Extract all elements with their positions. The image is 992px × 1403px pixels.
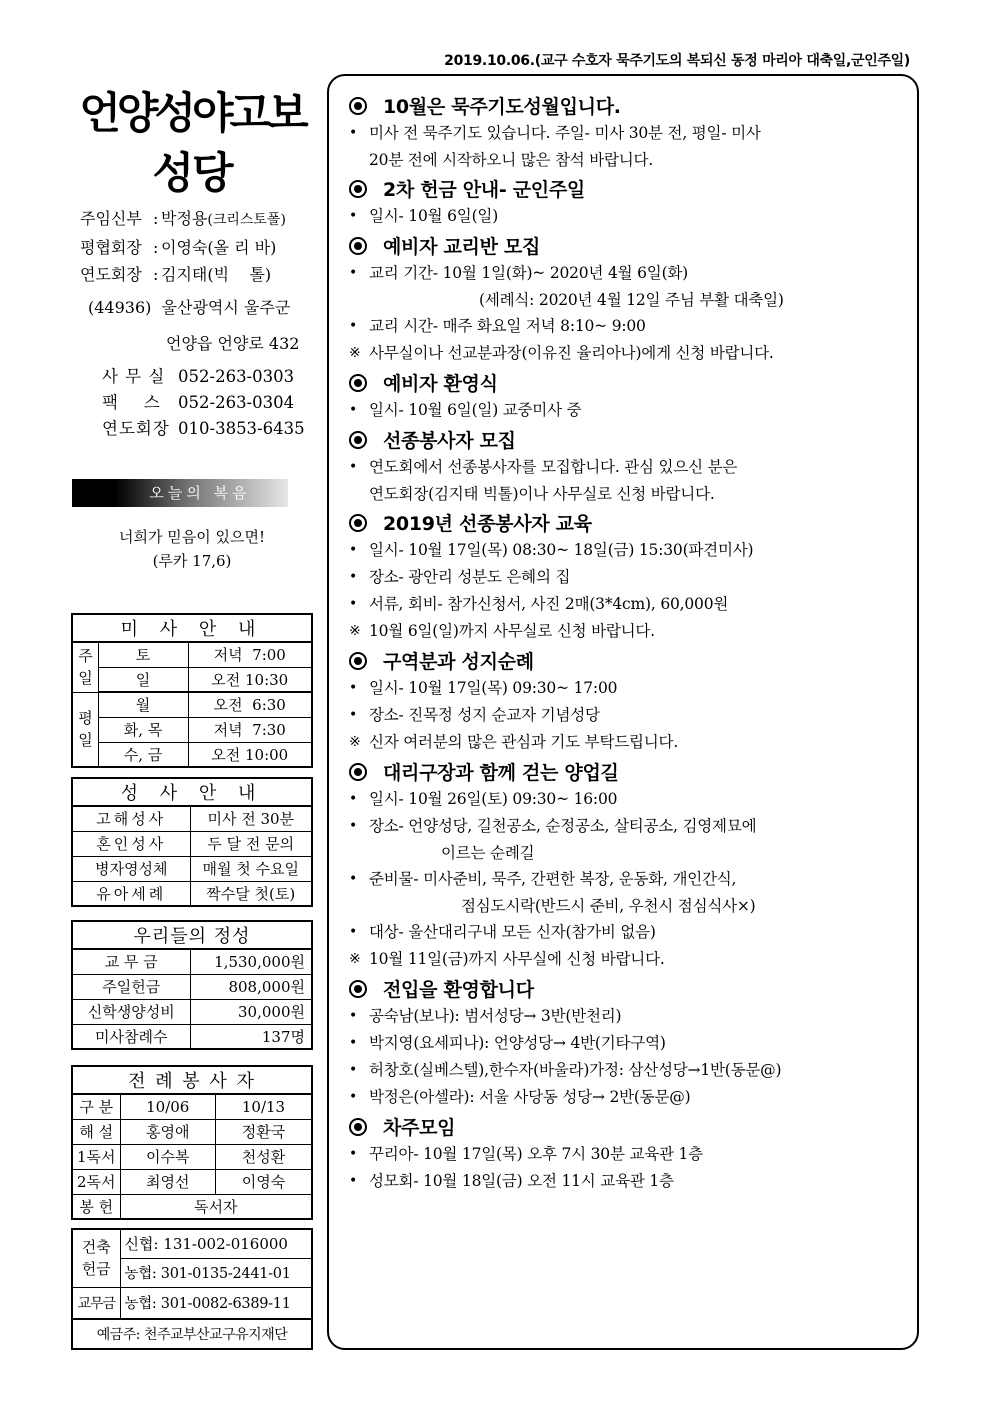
sunday-label: 주일 bbox=[72, 642, 98, 692]
parish-title-sub: 성당 bbox=[152, 149, 232, 199]
date-header: 2019.10.06.(교구 수호자 묵주기도의 복되신 동정 마리아 대축일,군인주일) bbox=[444, 53, 910, 69]
notice-item-text: 준비물- 미사준비, 묵주, 간편한 복장, 운동화, 개인간식, bbox=[369, 870, 737, 888]
notice-item-text: 성모회- 10월 18일(금) 오전 11시 교육관 1층 bbox=[369, 1172, 674, 1190]
mass-day: 월 bbox=[98, 692, 188, 717]
staff-name: 박정용(크리스토폴) bbox=[161, 209, 286, 228]
notice-item-text: 교리 기간- 10월 1일(화)~ 2020년 4월 6일(화) bbox=[369, 264, 689, 282]
offering-value: 1,530,000원 bbox=[190, 949, 312, 974]
notice-title: 2차 헌금 안내- 군인주일 bbox=[349, 174, 907, 203]
bullet-icon: • bbox=[349, 318, 358, 334]
contact-row: 연도회장 010-3853-6435 bbox=[102, 416, 305, 442]
circle-bullet-icon bbox=[349, 1118, 367, 1136]
notice-item-text: 꾸리아- 10월 17일(목) 오후 7시 30분 교육관 1층 bbox=[369, 1145, 703, 1163]
circle-bullet-icon bbox=[349, 980, 367, 998]
staff-row: 평협회장 : 이영숙(올 리 바) bbox=[80, 234, 286, 261]
sacrament-info: 두 달 전 문의 bbox=[190, 831, 312, 856]
bullet-icon: • bbox=[349, 791, 358, 807]
notice-item bbox=[349, 537, 907, 564]
circle-bullet-icon bbox=[349, 763, 367, 781]
reference-mark-icon: ※ bbox=[349, 345, 361, 361]
notice-item-text: 대상- 울산대리구내 모든 신자(참가비 없음) bbox=[369, 923, 656, 941]
notice-item-text: 일시- 10월 6일(일) 교중미사 중 bbox=[369, 401, 582, 419]
server-name: 최영선 bbox=[120, 1169, 215, 1194]
contact-row: 팩 스 052-263-0304 bbox=[102, 390, 305, 416]
notice-item-text: 사무실이나 선교분과장(이유진 율리아나)에게 신청 바랍니다. bbox=[369, 344, 774, 362]
sacrament-info: 매월 첫 수요일 bbox=[190, 856, 312, 881]
server-name: 홍영애 bbox=[120, 1119, 215, 1144]
mass-time: 오전 6:30 bbox=[188, 692, 312, 717]
bullet-icon: • bbox=[349, 208, 358, 224]
phone-number: 052-263-0303 bbox=[178, 367, 295, 386]
notice-item-text: 장소- 언양성당, 길천공소, 순정공소, 살티공소, 김영제묘에 bbox=[369, 817, 757, 835]
bullet-icon: • bbox=[349, 542, 358, 558]
notice-title: 예비자 교리반 모집 bbox=[349, 231, 907, 260]
table-title: 성 사 안 내 bbox=[72, 778, 312, 806]
building-fund-label: 건축헌금 bbox=[72, 1229, 120, 1287]
notice-item-text: 공숙남(보나): 범서성당→ 3반(반천리) bbox=[369, 1007, 622, 1025]
address-line-1: (44936) 울산광역시 울주군 bbox=[88, 298, 291, 317]
sacrament-name: 유아세례 bbox=[72, 881, 190, 906]
notice-item bbox=[349, 564, 907, 591]
mass-day: 토 bbox=[98, 642, 188, 667]
fax-number: 052-263-0304 bbox=[178, 393, 295, 412]
sacraments-table bbox=[71, 777, 313, 907]
offering-name: 미사참례수 bbox=[72, 1024, 190, 1049]
notice-item bbox=[349, 591, 907, 618]
staff-role: 평협회장 bbox=[80, 238, 142, 257]
mass-time: 저녁 7:00 bbox=[188, 642, 312, 667]
accounts-table bbox=[71, 1228, 313, 1350]
notice-item bbox=[349, 919, 907, 946]
gospel-quote: 너희가 믿음이 있으면! (루카 17,6) bbox=[119, 528, 265, 570]
table-title: 우리들의 정성 bbox=[72, 921, 312, 949]
servers-header-cell: 10/13 bbox=[215, 1094, 312, 1119]
account-number: 신협: 131-002-016000 bbox=[120, 1229, 312, 1258]
offering-name: 주일헌금 bbox=[72, 974, 190, 999]
servers-header-cell: 10/06 bbox=[120, 1094, 215, 1119]
notice-item bbox=[349, 260, 907, 287]
notice-item-text: 일시- 10월 6일(일) bbox=[369, 207, 499, 225]
notice-item-text: 일시- 10월 17일(목) 08:30~ 18일(금) 15:30(파견미사) bbox=[369, 541, 754, 559]
mass-day: 수, 금 bbox=[98, 742, 188, 767]
notice-title: 전입을 환영합니다 bbox=[349, 974, 907, 1003]
bullet-icon: • bbox=[349, 569, 358, 585]
bullet-icon: • bbox=[349, 125, 358, 141]
notice-item bbox=[349, 120, 907, 147]
gospel-label-bar: 오늘의 복음 bbox=[72, 479, 288, 507]
bullet-icon: • bbox=[349, 680, 358, 696]
notice-item-text: 교리 시간- 매주 화요일 저녁 8:10~ 9:00 bbox=[369, 317, 646, 335]
notice-item bbox=[349, 702, 907, 729]
table-title: 미 사 안 내 bbox=[72, 614, 312, 642]
server-name: 이수복 bbox=[120, 1144, 215, 1169]
bullet-icon: • bbox=[349, 265, 358, 281]
notice-item-continuation: 이르는 순례길 bbox=[441, 844, 535, 862]
reference-mark-icon: ※ bbox=[349, 734, 361, 750]
notice-item-text: 연도회에서 선종봉사자를 모집합니다. 관심 있으신 분은 bbox=[369, 458, 738, 476]
notice-item bbox=[349, 313, 907, 340]
server-role: 해 설 bbox=[72, 1119, 120, 1144]
circle-bullet-icon bbox=[349, 374, 367, 392]
bullet-icon: • bbox=[349, 1062, 358, 1078]
bullet-icon: • bbox=[349, 818, 358, 834]
offering-value: 137명 bbox=[190, 1024, 312, 1049]
circle-bullet-icon bbox=[349, 97, 367, 115]
notice-item bbox=[349, 203, 907, 230]
server-name: 독서자 bbox=[120, 1194, 312, 1219]
bullet-icon: • bbox=[349, 1146, 358, 1162]
notice-item-text: 10월 11일(금)까지 사무실에 신청 바랍니다. bbox=[369, 950, 665, 968]
bullet-icon: • bbox=[349, 1035, 358, 1051]
account-number: 농협: 301-0082-6389-11 bbox=[120, 1287, 312, 1319]
notice-item bbox=[349, 1003, 907, 1030]
table-title: 전 례 봉 사 자 bbox=[72, 1066, 312, 1094]
staff-list bbox=[80, 205, 286, 288]
notice-item bbox=[349, 675, 907, 702]
bullet-icon: • bbox=[349, 1008, 358, 1024]
notice-item bbox=[349, 1057, 907, 1084]
notice-item bbox=[349, 729, 907, 756]
bullet-icon: • bbox=[349, 707, 358, 723]
staff-row: 연도회장 : 김지태(빅 톨) bbox=[80, 261, 286, 288]
bullet-icon: • bbox=[349, 924, 358, 940]
notice-title: 10월은 묵주기도성월입니다. bbox=[349, 91, 907, 120]
contact-row: 사 무 실 052-263-0303 bbox=[102, 364, 305, 390]
server-role: 1독서 bbox=[72, 1144, 120, 1169]
notice-item bbox=[349, 866, 907, 893]
notice-item-continuation: 20분 전에 시작하오니 많은 참석 바랍니다. bbox=[369, 151, 654, 169]
staff-role: 주임신부 bbox=[80, 209, 142, 228]
notice-title: 대리구장과 함께 걷는 양업길 bbox=[349, 757, 907, 786]
notice-item-text: 일시- 10월 26일(토) 09:30~ 16:00 bbox=[369, 790, 618, 808]
notice-item bbox=[349, 813, 907, 840]
notices-box bbox=[327, 74, 919, 1350]
notice-item bbox=[349, 618, 907, 645]
notice-item-text: 미사 전 묵주기도 있습니다. 주일- 미사 30분 전, 평일- 미사 bbox=[369, 124, 761, 142]
notice-title: 2019년 선종봉사자 교육 bbox=[349, 508, 907, 537]
bullet-icon: • bbox=[349, 402, 358, 418]
bullet-icon: • bbox=[349, 871, 358, 887]
notice-item-text: 장소- 진목정 성지 순교자 기념성당 bbox=[369, 706, 600, 724]
notice-title: 선종봉사자 모집 bbox=[349, 425, 907, 454]
bullet-icon: • bbox=[349, 1089, 358, 1105]
notice-item bbox=[349, 946, 907, 973]
sacrament-info: 짝수달 첫(토) bbox=[190, 881, 312, 906]
notice-item-text: 서류, 회비- 참가신청서, 사진 2매(3*4cm), 60,000원 bbox=[369, 595, 729, 613]
notice-item-continuation: (세례식: 2020년 4월 12일 주님 부활 대축일) bbox=[479, 291, 784, 309]
tithe-label: 교무금 bbox=[72, 1287, 120, 1319]
notice-item-text: 일시- 10월 17일(목) 09:30~ 17:00 bbox=[369, 679, 618, 697]
circle-bullet-icon bbox=[349, 180, 367, 198]
notice-title: 예비자 환영식 bbox=[349, 368, 907, 397]
parish-title: 언양성야고보 bbox=[79, 89, 305, 139]
staff-name: 김지태(빅 톨) bbox=[161, 265, 272, 284]
notice-item-continuation: 점심도시락(반드시 준비, 우천시 점심식사×) bbox=[461, 897, 756, 915]
server-name: 천성환 bbox=[215, 1144, 312, 1169]
liturgy-servers-table bbox=[71, 1065, 313, 1220]
notice-item-text: 신자 여러분의 많은 관심과 기도 부탁드립니다. bbox=[369, 733, 679, 751]
notice-item bbox=[349, 1168, 907, 1195]
mass-time: 오전 10:00 bbox=[188, 742, 312, 767]
staff-role: 연도회장 bbox=[80, 265, 142, 284]
notice-item bbox=[349, 1084, 907, 1111]
sacrament-name: 혼인성사 bbox=[72, 831, 190, 856]
reference-mark-icon: ※ bbox=[349, 951, 361, 967]
phone-number: 010-3853-6435 bbox=[178, 419, 305, 438]
notice-title: 구역분과 성지순례 bbox=[349, 646, 907, 675]
bullet-icon: • bbox=[349, 596, 358, 612]
notice-item bbox=[349, 1030, 907, 1057]
notice-item bbox=[349, 397, 907, 424]
offering-value: 808,000원 bbox=[190, 974, 312, 999]
contact-list bbox=[102, 364, 305, 442]
notice-item-continuation: 연도회장(김지태 빅톨)이나 사무실로 신청 바랍니다. bbox=[369, 485, 715, 503]
notice-item bbox=[349, 786, 907, 813]
server-role: 2독서 bbox=[72, 1169, 120, 1194]
server-role: 봉 헌 bbox=[72, 1194, 120, 1219]
mass-time: 저녁 7:30 bbox=[188, 717, 312, 742]
bullet-icon: • bbox=[349, 1173, 358, 1189]
offering-name: 교 무 금 bbox=[72, 949, 190, 974]
account-holder: 예금주: 천주교부산교구유지재단 bbox=[72, 1319, 312, 1349]
notice-title: 차주모임 bbox=[349, 1112, 907, 1141]
notice-item bbox=[349, 340, 907, 367]
notice-item-text: 10월 6일(일)까지 사무실로 신청 바랍니다. bbox=[369, 622, 655, 640]
notice-item bbox=[349, 1141, 907, 1168]
servers-header-cell: 구 분 bbox=[72, 1094, 120, 1119]
sacrament-name: 고해성사 bbox=[72, 806, 190, 831]
mass-time: 오전 10:30 bbox=[188, 667, 312, 692]
mass-schedule-table bbox=[71, 613, 313, 768]
server-name: 이영숙 bbox=[215, 1169, 312, 1194]
account-number: 농협: 301-0135-2441-01 bbox=[120, 1258, 312, 1287]
mass-day: 화, 목 bbox=[98, 717, 188, 742]
weekday-label: 평일 bbox=[72, 692, 98, 767]
mass-day: 일 bbox=[98, 667, 188, 692]
notice-item-text: 박정은(아셀라): 서울 사당동 성당→ 2반(동문@) bbox=[369, 1088, 691, 1106]
bullet-icon: • bbox=[349, 459, 358, 475]
offerings-table bbox=[71, 920, 313, 1050]
circle-bullet-icon bbox=[349, 237, 367, 255]
circle-bullet-icon bbox=[349, 652, 367, 670]
server-name: 정환국 bbox=[215, 1119, 312, 1144]
circle-bullet-icon bbox=[349, 431, 367, 449]
offering-value: 30,000원 bbox=[190, 999, 312, 1024]
reference-mark-icon: ※ bbox=[349, 623, 361, 639]
notice-item-text: 박지영(요세피나): 언양성당→ 4반(기타구역) bbox=[369, 1034, 666, 1052]
address-line-2: 언양읍 언양로 432 bbox=[166, 334, 300, 353]
sacrament-info: 미사 전 30분 bbox=[190, 806, 312, 831]
notice-item-text: 장소- 광안리 성분도 은혜의 집 bbox=[369, 568, 571, 586]
circle-bullet-icon bbox=[349, 514, 367, 532]
notice-item bbox=[349, 454, 907, 481]
notice-item-text: 허창호(실베스텔),한수자(바울라)가정: 삼산성당→1반(동문@) bbox=[369, 1061, 782, 1079]
offering-name: 신학생양성비 bbox=[72, 999, 190, 1024]
staff-name: 이영숙(올 리 바) bbox=[161, 238, 277, 257]
sacrament-name: 병자영성체 bbox=[72, 856, 190, 881]
staff-row: 주임신부 : 박정용(크리스토폴) bbox=[80, 205, 286, 234]
